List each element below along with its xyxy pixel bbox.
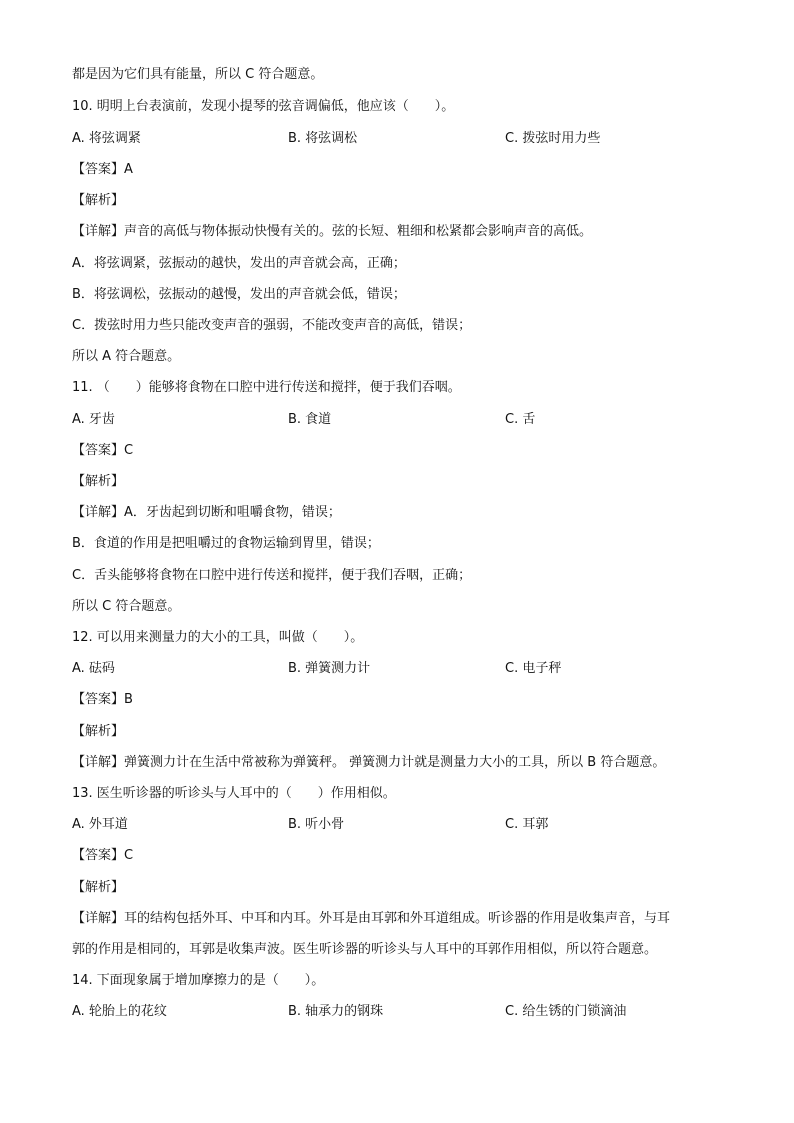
option-c: C. 耳郭 xyxy=(505,817,549,832)
answer-label: 【答案】C xyxy=(72,848,134,863)
detail-text: B．将弦调松，弦振动的越慢，发出的声音就会低，错误； xyxy=(72,287,406,302)
option-a: A. 牙齿 xyxy=(72,412,115,427)
answer-label: 【答案】B xyxy=(72,692,133,707)
option-b: B. 将弦调松 xyxy=(288,131,358,146)
option-b: B. 弹簧测力计 xyxy=(288,661,371,676)
conclusion-text: 所以 C 符合题意。 xyxy=(72,599,181,614)
text-line: 都是因为它们具有能量，所以 C 符合题意。 xyxy=(72,67,324,82)
question-11: 11. （ ）能够将食物在口腔中进行传送和搅拌，便于我们吞咽。 xyxy=(72,380,461,395)
question-12: 12. 可以用来测量力的大小的工具，叫做（ ）。 xyxy=(72,630,364,645)
option-b: B. 轴承力的钢珠 xyxy=(288,1004,384,1019)
detail-text: 【详解】声音的高低与物体振动快慢有关的。弦的长短、粗细和松紧都会影响声音的高低。 xyxy=(72,224,593,239)
option-b: B. 听小骨 xyxy=(288,817,345,832)
option-c: C. 给生锈的门锁滴油 xyxy=(505,1004,627,1019)
detail-text: 【详解】耳的结构包括外耳、中耳和内耳。外耳是由耳郭和外耳道组成。听诊器的作用是收集声音，与耳 xyxy=(72,911,671,926)
answer-label: 【答案】A xyxy=(72,162,133,177)
option-c: C. 拨弦时用力些 xyxy=(505,131,601,146)
question-14: 14. 下面现象属于增加摩擦力的是（ ）。 xyxy=(72,973,325,988)
option-a: A. 外耳道 xyxy=(72,817,128,832)
detail-text: C．拨弦时用力些只能改变声音的强弱，不能改变声音的高低，错误； xyxy=(72,318,472,333)
detail-text: 【详解】弹簧测力计在生活中常被称为弹簧秤。 弹簧测力计就是测量力大小的工具，所以 B 符合题意。 xyxy=(72,755,666,770)
detail-text: C．舌头能够将食物在口腔中进行传送和搅拌，便于我们吞咽，正确； xyxy=(72,568,472,583)
option-c: C. 舌 xyxy=(505,412,536,427)
answer-label: 【答案】C xyxy=(72,443,134,458)
conclusion-text: 所以 A 符合题意。 xyxy=(72,349,181,364)
detail-text: 【详解】A．牙齿起到切断和咀嚼食物，错误； xyxy=(72,505,341,520)
option-a: A. 轮胎上的花纹 xyxy=(72,1004,167,1019)
analysis-label: 【解析】 xyxy=(72,724,125,739)
question-13: 13. 医生听诊器的听诊头与人耳中的（ ）作用相似。 xyxy=(72,786,396,801)
detail-text: A．将弦调紧，弦振动的越快，发出的声音就会高，正确； xyxy=(72,256,406,271)
option-a: A. 砝码 xyxy=(72,661,115,676)
detail-text: B．食道的作用是把咀嚼过的食物运输到胃里，错误； xyxy=(72,536,380,551)
option-c: C. 电子秤 xyxy=(505,661,562,676)
option-b: B. 食道 xyxy=(288,412,332,427)
analysis-label: 【解析】 xyxy=(72,880,125,895)
analysis-label: 【解析】 xyxy=(72,193,125,208)
question-10: 10. 明明上台表演前，发现小提琴的弦音调偏低，他应该（ ）。 xyxy=(72,99,455,114)
detail-text: 郭的作用是相同的，耳郭是收集声波。医生听诊器的听诊头与人耳中的耳郭作用相似，所以符合题意。 xyxy=(72,942,658,957)
analysis-label: 【解析】 xyxy=(72,474,125,489)
option-a: A. 将弦调紧 xyxy=(72,131,141,146)
